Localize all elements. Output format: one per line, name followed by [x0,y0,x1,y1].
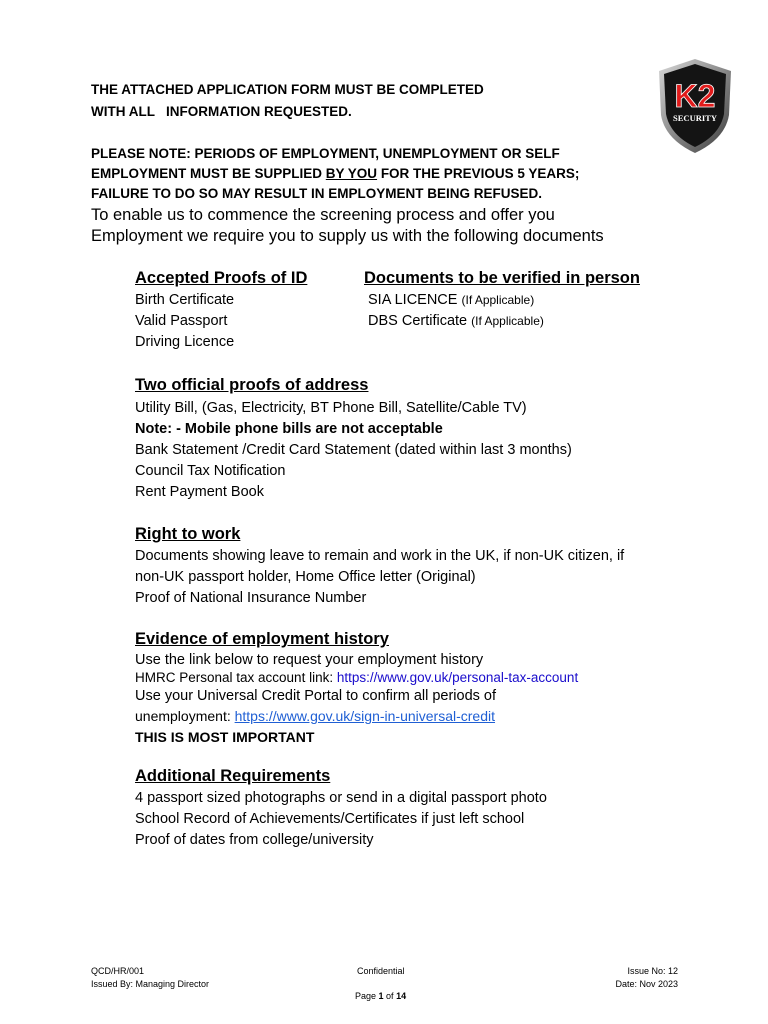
footer-issue: Issue No: 12 [627,966,678,976]
id-heading: Accepted Proofs of ID [135,269,308,287]
most-important-text: THIS IS MOST IMPORTANT [135,729,315,745]
additional-item: School Record of Achievements/Certificates if just left school [135,811,525,827]
footer-page-prefix: Page [355,991,379,1001]
header-line-1: THE ATTACHED APPLICATION FORM MUST BE COMPLETED [91,82,484,97]
address-heading: Two official proofs of address [135,376,369,394]
intro-line-1: To enable us to commence the screening process and offer you [91,206,555,224]
verify-item-sia [368,292,534,308]
address-item-council: Council Tax Notification [135,463,286,479]
id-item: Driving Licence [135,334,235,350]
intro-line-2: Employment we require you to supply us with the following documents [91,227,604,245]
verify-item-dbs [368,313,544,329]
notice-line-1: PLEASE NOTE: PERIODS OF EMPLOYMENT, UNEMPLOYMENT OR SELF [91,146,560,161]
footer-page-total: 14 [396,991,407,1001]
universal-credit-line [135,708,495,724]
k2-security-logo [655,57,735,155]
id-item: Birth Certificate [135,292,235,308]
footer-ref: QCD/HR/001 [91,966,145,976]
additional-item: Proof of dates from college/university [135,832,374,848]
right-to-work-line-3: Proof of National Insurance Number [135,590,367,606]
shield-icon [655,57,735,155]
additional-item: 4 passport sized photographs or send in a digital passport photo [135,790,547,806]
logo-sub-text: SECURITY [673,113,717,123]
right-to-work-heading: Right to work [135,525,241,543]
address-item-bank: Bank Statement /Credit Card Statement (dated within last 3 months) [135,442,572,458]
notice-text-a: EMPLOYMENT MUST BE SUPPLIED [91,166,326,181]
employment-history-line-1: Use the link below to request your employment history [135,652,484,668]
notice-text-c: FOR THE PREVIOUS 5 YEARS; [377,166,580,181]
hmrc-link[interactable]: https://www.gov.uk/personal-tax-account [336,670,579,685]
address-item-utility: Utility Bill, (Gas, Electricity, BT Phone Bill, Satellite/Cable TV) [135,400,527,416]
verify-item-note: (If Applicable) [471,314,544,328]
notice-line-2 [91,166,579,181]
hmrc-link-line [135,670,578,685]
notice-text-by-you: BY YOU [325,166,378,181]
logo-main-text: K2 [674,78,716,114]
header-line-2: WITH ALL INFORMATION REQUESTED. [91,104,352,119]
verify-item-label: DBS Certificate [368,313,472,329]
address-item-rent: Rent Payment Book [135,484,264,500]
footer-issued-by: Issued By: Managing Director [91,979,210,989]
universal-credit-link[interactable]: https://www.gov.uk/sign-in-universal-credit [234,708,496,724]
additional-heading: Additional Requirements [135,767,331,785]
employment-history-heading: Evidence of employment history [135,630,389,648]
right-to-work-line-2: non-UK passport holder, Home Office letter (Original) [135,569,476,585]
footer-confidential: Confidential [357,966,405,976]
footer-page-current: 1 [378,991,384,1001]
address-note: Note: - Mobile phone bills are not acceptable [135,421,443,437]
footer-page-number [355,991,406,1001]
notice-line-3: FAILURE TO DO SO MAY RESULT IN EMPLOYMENT BEING REFUSED. [91,186,543,201]
employment-history-line-3: Use your Universal Credit Portal to confirm all periods of [135,688,497,704]
hmrc-link-label: HMRC Personal tax account link: [135,670,337,685]
verify-item-label: SIA LICENCE [368,292,462,308]
universal-credit-label: unemployment: [135,708,235,724]
footer-page-of: of [383,991,397,1001]
verify-item-note: (If Applicable) [461,293,535,307]
verify-heading: Documents to be verified in person [364,269,640,287]
id-item: Valid Passport [135,313,228,329]
right-to-work-line-1: Documents showing leave to remain and work in the UK, if non-UK citizen, if [135,548,625,564]
footer-date: Date: Nov 2023 [615,979,678,989]
